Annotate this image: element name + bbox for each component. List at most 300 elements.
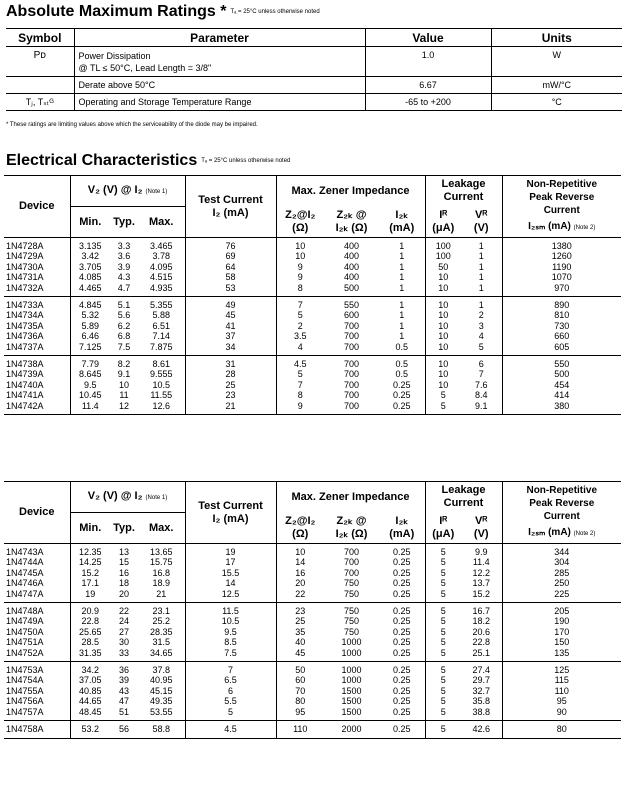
device-cell: 1N4752A	[4, 648, 70, 662]
test-current-cell: 21	[185, 401, 276, 415]
device-cell: 1N4729A	[6, 251, 44, 262]
ir-cell: 10	[425, 272, 461, 282]
table-row	[4, 401, 621, 415]
table-row	[4, 627, 621, 637]
vz-typ-cell: 10	[118, 379, 129, 390]
vz-typ-cell: 11	[119, 390, 129, 401]
vr-label: Vᴿ	[475, 514, 488, 527]
izk-cell: 0.25	[392, 685, 411, 696]
test-current-label: Test Current	[198, 499, 263, 512]
zz-cell: 8	[276, 283, 324, 297]
zzk-cell: 700	[343, 331, 360, 342]
zzk-cell: 700	[343, 547, 360, 557]
vr-cell: 11.4	[472, 557, 490, 568]
vz-header	[70, 482, 185, 513]
vz-min-cell: 25.65	[70, 627, 110, 637]
vz-max-cell: 12.6	[138, 401, 185, 415]
zzk-cell: 500	[324, 283, 379, 297]
vr-cell: 3	[478, 320, 484, 331]
nr-label-1: Non-Repetitive	[526, 485, 598, 496]
test-current-cell: 41	[185, 321, 276, 331]
test-current-cell: 7.5	[185, 648, 276, 662]
test-current-cell: 11.5	[185, 603, 276, 617]
zz-cell: 40	[276, 637, 324, 647]
test-current-header	[185, 482, 276, 544]
izk-cell: 1	[399, 261, 405, 272]
izk-cell: 0.25	[392, 390, 411, 401]
amr-row-derate	[6, 77, 622, 94]
izk-cell: 1	[399, 251, 405, 262]
device-cell: 1N4754A	[6, 675, 44, 686]
nr-label-3: Current	[543, 511, 580, 522]
izsm-cell: 344	[502, 544, 621, 558]
vz-typ-cell: 8.2	[117, 359, 131, 370]
zz-cell: 22	[276, 589, 324, 603]
ir-cell: 5	[425, 544, 461, 558]
vz-max-cell: 49.35	[149, 696, 173, 707]
table-row	[4, 331, 621, 341]
amr-row-power	[6, 47, 622, 77]
table-row	[4, 707, 621, 721]
leakage-header	[425, 482, 502, 513]
vr-cell: 2	[478, 310, 484, 321]
vr-cell: 20.6	[472, 626, 491, 637]
ir-cell: 10	[425, 356, 461, 370]
table-row	[4, 342, 621, 356]
vz-max-cell: 8.61	[152, 359, 171, 370]
zzk-cell: 700	[324, 342, 379, 356]
zzk-header	[324, 513, 379, 544]
ir-header	[425, 513, 461, 544]
zzk-cell: 1500	[324, 707, 379, 721]
vz-max-cell: 37.8	[152, 665, 171, 676]
table-1-body	[4, 238, 621, 415]
ir-cell: 5	[425, 568, 461, 578]
vz-max-cell: 28.35	[149, 626, 173, 637]
amr-param-line1: Power Dissipation	[78, 51, 151, 61]
amr-row-temperature	[6, 94, 622, 111]
izsm-cell: 80	[502, 721, 621, 738]
amr-symbol: Pᴅ	[6, 47, 74, 77]
vz-typ-cell: 24	[118, 616, 129, 627]
zz-label: Z₂@I₂	[285, 514, 316, 527]
device-cell: 1N4739A	[6, 369, 44, 380]
izsm-cell: 170	[502, 627, 621, 637]
zz-cell: 10	[276, 544, 324, 558]
device-cell: 1N4734A	[6, 310, 44, 321]
izk-cell: 0.5	[395, 359, 408, 370]
test-current-cell: 76	[185, 238, 276, 252]
nr-label-2: Peak Reverse	[529, 498, 595, 509]
izk-cell: 0.25	[379, 707, 425, 721]
ir-cell: 10	[425, 380, 461, 390]
table-row	[4, 390, 621, 400]
izsm-cell: 1190	[502, 262, 621, 272]
ir-cell: 5	[425, 557, 461, 567]
ir-cell: 5	[425, 637, 461, 647]
amr-title-block	[6, 3, 320, 21]
vr-cell: 1	[478, 241, 484, 251]
device-cell: 1N4748A	[6, 606, 44, 617]
zz-cell: 10	[276, 238, 324, 252]
vr-cell: 12.2	[472, 567, 491, 578]
vz-max-cell: 58.8	[138, 721, 185, 738]
test-current-cell: 19	[185, 544, 276, 558]
vr-label: Vᴿ	[475, 208, 488, 221]
vz-typ-cell: 3.6	[117, 251, 131, 262]
nr-label-note: (Note 2)	[573, 531, 596, 537]
izk-cell: 0.25	[392, 557, 411, 568]
izk-cell: 1	[399, 300, 405, 311]
ec-temp-note: Tₐ = 25°C unless otherwise noted	[201, 157, 291, 164]
vz-typ-cell: 30	[118, 637, 129, 648]
zzk-cell: 600	[343, 310, 360, 321]
ir-cell: 10	[425, 321, 461, 331]
device-cell: 1N4737A	[4, 342, 70, 356]
vz-min-cell: 4.085	[70, 272, 110, 282]
vz-max-cell: 3.465	[149, 241, 173, 251]
test-current-cell: 37	[185, 331, 276, 341]
table-row	[4, 686, 621, 696]
amr-header-symbol: Symbol	[6, 29, 74, 47]
zz-cell: 25	[276, 616, 324, 626]
device-cell: 1N4742A	[4, 401, 70, 415]
vz-typ-cell: 4.7	[110, 283, 138, 297]
ec-title-block	[6, 152, 290, 170]
vz-typ-cell: 4.3	[117, 272, 131, 283]
zz-cell: 45	[276, 648, 324, 662]
ir-cell: 5	[425, 627, 461, 637]
test-current-cell: 4.5	[185, 721, 276, 738]
zzk-cell: 700	[343, 390, 360, 401]
table-row	[4, 648, 621, 662]
nr-label-note: (Note 2)	[573, 225, 596, 231]
min-header: Min.	[70, 207, 110, 238]
vz-max-cell: 9.555	[149, 369, 173, 380]
vr-cell: 18.2	[472, 616, 491, 627]
izk-cell: 1	[399, 320, 405, 331]
ir-cell: 5	[425, 696, 461, 706]
vz-min-cell: 12.35	[70, 544, 110, 558]
table-row	[4, 696, 621, 706]
vz-min-cell: 40.85	[70, 686, 110, 696]
table-row	[4, 251, 621, 261]
vz-min-cell: 20.9	[70, 603, 110, 617]
test-current-cell: 53	[185, 283, 276, 297]
izsm-cell: 730	[502, 321, 621, 331]
izk-cell: 1	[399, 331, 405, 342]
izsm-cell: 125	[502, 662, 621, 676]
zzk-label: Z₂ₖ @	[336, 514, 367, 527]
ec-header-row-1	[4, 176, 621, 207]
vz-min-cell: 4.465	[70, 283, 110, 297]
table-row	[4, 262, 621, 272]
izk-cell: 0.25	[392, 567, 411, 578]
electrical-characteristics-table-1	[4, 175, 621, 415]
test-current-unit: I₂ (mA)	[212, 206, 249, 219]
vz-max-cell: 16.8	[152, 567, 171, 578]
amr-parameter: Operating and Storage Temperature Range	[74, 94, 365, 111]
izk-cell: 0.25	[392, 665, 411, 676]
izk-header	[379, 513, 425, 544]
ir-cell: 50	[425, 262, 461, 272]
device-cell: 1N4740A	[6, 379, 44, 390]
vz-min-cell: 3.705	[70, 262, 110, 272]
table-row	[4, 637, 621, 647]
impedance-header: Max. Zener Impedance	[276, 176, 425, 207]
vr-cell: 1	[478, 272, 484, 283]
vr-cell: 27.4	[472, 665, 491, 676]
izk-cell: 0.25	[392, 675, 411, 686]
ir-cell: 5	[425, 401, 461, 415]
table-row	[4, 369, 621, 379]
table-row	[4, 321, 621, 331]
vr-cell: 7.6	[474, 379, 488, 390]
izsm-cell: 205	[502, 603, 621, 617]
zz-cell: 70	[276, 686, 324, 696]
vr-cell: 35.8	[472, 696, 491, 707]
amr-header-row	[6, 29, 622, 47]
vz-min-cell: 19	[70, 589, 110, 603]
izsm-cell: 150	[502, 637, 621, 647]
vr-header	[461, 207, 502, 238]
zzk-cell: 400	[343, 261, 360, 272]
vz-max-cell: 11.55	[150, 390, 173, 401]
table-row	[4, 616, 621, 626]
zz-cell: 3.5	[276, 331, 324, 341]
vz-min-cell: 31.35	[70, 648, 110, 662]
test-current-cell: 17	[185, 557, 276, 567]
izsm-cell: 250	[502, 578, 621, 588]
vz-min-cell: 14.25	[70, 557, 110, 567]
vr-cell: 22.8	[472, 637, 491, 648]
izsm-cell: 500	[502, 369, 621, 379]
izk-cell: 0.25	[392, 547, 411, 557]
vr-cell: 5	[461, 342, 502, 356]
device-cell: 1N4735A	[6, 320, 44, 331]
zzk-unit: I₂ₖ (Ω)	[335, 221, 368, 234]
absolute-maximum-ratings-table	[6, 28, 622, 111]
table-row	[4, 310, 621, 320]
zzk-cell: 700	[343, 567, 360, 578]
vz-typ-cell: 6.2	[117, 320, 131, 331]
izsm-cell: 135	[502, 648, 621, 662]
amr-parameter: Derate above 50°C	[74, 77, 365, 94]
vz-max-cell: 25.2	[152, 616, 171, 627]
vz-min-cell: 48.45	[70, 707, 110, 721]
vz-typ-cell: 22	[118, 606, 129, 617]
zzk-cell: 750	[324, 589, 379, 603]
zz-cell: 7	[276, 297, 324, 311]
device-cell: 1N4733A	[6, 300, 44, 311]
test-current-cell: 34	[185, 342, 276, 356]
vr-cell: 38.8	[461, 707, 502, 721]
min-header: Min.	[70, 513, 110, 544]
izk-cell: 0.25	[392, 379, 411, 390]
izsm-cell: 190	[502, 616, 621, 626]
zz-cell: 60	[276, 675, 324, 685]
zzk-header	[324, 207, 379, 238]
device-cell: 1N4731A	[6, 272, 44, 283]
zzk-cell: 1500	[341, 696, 362, 707]
zz-cell: 110	[276, 721, 324, 738]
zzk-cell: 750	[343, 578, 360, 589]
max-header: Max.	[138, 207, 185, 238]
zzk-cell: 700	[343, 320, 360, 331]
leakage-label-1: Leakage	[441, 178, 486, 191]
test-current-cell: 58	[185, 272, 276, 282]
vz-typ-cell: 51	[110, 707, 138, 721]
amr-footnote: * These ratings are limiting values above which the serviceability of the diode may be impaired.	[6, 122, 258, 128]
device-cell: 1N4747A	[4, 589, 70, 603]
izsm-cell: 115	[502, 675, 621, 685]
test-current-cell: 6.5	[185, 675, 276, 685]
amr-value: 1.0	[365, 47, 491, 77]
zzk-cell: 550	[343, 300, 360, 311]
test-current-cell: 69	[185, 251, 276, 261]
device-cell: 1N4749A	[6, 616, 44, 627]
izsm-cell: 304	[502, 557, 621, 567]
test-current-label: Test Current	[198, 193, 263, 206]
zz-cell: 80	[276, 696, 324, 706]
zzk-unit: I₂ₖ (Ω)	[335, 527, 368, 540]
izsm-cell: 285	[502, 568, 621, 578]
ir-unit: (μA)	[432, 527, 455, 540]
izsm-cell: 890	[502, 297, 621, 311]
zz-cell: 9	[276, 401, 324, 415]
zz-cell: 9	[276, 272, 324, 282]
test-current-cell: 7	[185, 662, 276, 676]
test-current-header	[185, 176, 276, 238]
device-cell: 1N4730A	[6, 261, 44, 272]
test-current-cell: 12.5	[185, 589, 276, 603]
vz-min-cell: 5.32	[70, 310, 110, 320]
vz-max-cell: 10.5	[152, 379, 171, 390]
amr-title: Absolute Maximum Ratings *	[6, 3, 227, 20]
test-current-cell: 15.5	[185, 568, 276, 578]
vr-unit: (V)	[473, 221, 489, 234]
zzk-cell: 400	[343, 241, 360, 251]
izk-header	[379, 207, 425, 238]
ir-cell: 5	[425, 589, 461, 603]
vz-min-cell: 5.89	[70, 321, 110, 331]
vz-typ-cell: 47	[118, 696, 129, 707]
nr-label-2: Peak Reverse	[529, 192, 595, 203]
table-2-body	[4, 544, 621, 739]
izsm-cell: 90	[502, 707, 621, 721]
vz-min-cell: 3.135	[70, 238, 110, 252]
test-current-cell: 28	[185, 369, 276, 379]
zz-cell: 50	[276, 662, 324, 676]
table-row	[4, 297, 621, 311]
zz-cell: 95	[276, 707, 324, 721]
vz-max-cell: 21	[138, 589, 185, 603]
amr-symbol	[6, 77, 74, 94]
vz-min-cell: 7.79	[70, 356, 110, 370]
test-current-cell: 9.5	[185, 627, 276, 637]
vr-cell: 25.1	[461, 648, 502, 662]
izk-cell: 0.25	[392, 626, 411, 637]
ir-cell: 10	[425, 331, 461, 341]
nonrepetitive-header	[502, 176, 621, 238]
test-current-cell: 23	[185, 390, 276, 400]
vr-cell: 9.1	[461, 401, 502, 415]
zz-cell: 7	[276, 380, 324, 390]
izk-cell: 0.25	[379, 401, 425, 415]
table-row	[4, 721, 621, 738]
izsm-cell: 95	[502, 696, 621, 706]
vz-min-cell: 3.42	[70, 251, 110, 261]
table-row	[4, 238, 621, 252]
zzk-cell: 750	[343, 626, 360, 637]
izsm-cell: 225	[502, 589, 621, 603]
device-cell: 1N4757A	[4, 707, 70, 721]
vz-max-cell: 45.15	[149, 685, 173, 696]
zz-cell: 4.5	[276, 356, 324, 370]
vz-typ-cell: 5.1	[117, 300, 131, 311]
table-row	[4, 568, 621, 578]
vz-min-cell: 7.125	[70, 342, 110, 356]
vz-header	[70, 176, 185, 207]
vr-cell: 16.7	[472, 606, 491, 617]
zz-cell: 5	[276, 369, 324, 379]
ir-cell: 10	[425, 310, 461, 320]
ir-cell: 100	[425, 238, 461, 252]
vz-typ-cell: 9.1	[117, 369, 131, 380]
table-row	[4, 272, 621, 282]
vz-min-cell: 6.46	[70, 331, 110, 341]
device-cell: 1N4738A	[6, 359, 44, 370]
device-cell: 1N4750A	[6, 626, 44, 637]
izk-cell: 1	[399, 241, 405, 251]
zz-unit: (Ω)	[292, 527, 309, 540]
typ-header: Typ.	[110, 207, 138, 238]
vz-max-cell: 4.095	[149, 261, 173, 272]
vz-min-cell: 28.5	[70, 637, 110, 647]
amr-unit: °C	[491, 94, 622, 111]
vz-max-cell: 3.78	[152, 251, 171, 262]
zz-header	[276, 207, 324, 238]
zzk-cell: 700	[343, 379, 360, 390]
zz-cell: 20	[276, 578, 324, 588]
amr-parameter	[74, 47, 365, 77]
vz-max-cell: 31.5	[152, 637, 171, 648]
vz-typ-cell: 39	[118, 675, 129, 686]
ir-cell: 5	[425, 721, 461, 738]
ir-cell: 5	[425, 616, 461, 626]
vz-min-cell: 9.5	[70, 380, 110, 390]
test-current-cell: 25	[185, 380, 276, 390]
device-cell: 1N4745A	[6, 567, 44, 578]
vr-cell: 13.7	[472, 578, 491, 589]
vz-max-cell: 40.95	[149, 675, 173, 686]
vz-min-cell: 11.4	[70, 401, 110, 415]
device-cell: 1N4751A	[6, 637, 44, 648]
izk-cell: 0.25	[379, 721, 425, 738]
izk-cell: 0.25	[392, 637, 411, 648]
test-current-cell: 45	[185, 310, 276, 320]
izk-cell: 0.25	[379, 648, 425, 662]
zzk-cell: 1500	[341, 685, 362, 696]
izsm-cell: 550	[502, 356, 621, 370]
device-cell: 1N4753A	[6, 665, 44, 676]
amr-header-parameter: Parameter	[74, 29, 365, 47]
amr-header-value: Value	[365, 29, 491, 47]
ir-header	[425, 207, 461, 238]
vz-max-cell: 15.75	[149, 557, 173, 568]
vz-typ-cell: 27	[118, 626, 129, 637]
amr-temp-note: Tₐ = 25°C unless otherwise noted	[230, 8, 320, 15]
